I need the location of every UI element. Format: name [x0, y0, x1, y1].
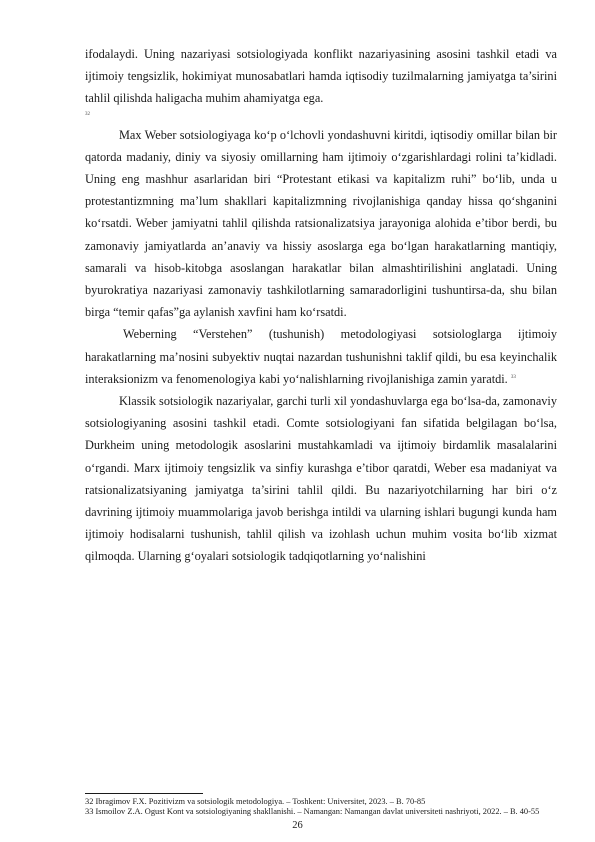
- paragraph-verstehen: [85, 323, 557, 390]
- footnote-reference-33: 33: [510, 374, 516, 380]
- footnote-reference-32: 32: [85, 111, 90, 117]
- paragraph-text: Max Weber sotsiologiyaga ko‘p o‘lchovli yondashuvni kiritdi, iqtisodiy omillar bilan bir qatorda madaniy, diniy va siyosiy omillarning ham ijtimoiy o‘zgarishlardagi rolini ta’kidladi. Uning eng mashhur asarlaridan biri “Protestant etikasi va kapitalizm ruhi” bo‘lib, unda u protestantizmning ma’lum shakllari kapitalizmning rivojlanishiga qanday hissa qo‘shganini ko‘rsatdi. Weber jamiyatni tahlil qilishda ratsionalizatsiya jarayoniga alohida e’tibor berdi, bu zamonaviy jamiyatlarda an’anaviy va hissiy asoslarga ega bo‘lgan harakatlarning mantiqiy, samarali va hisob-kitobga asoslangan harakatlar bilan almashtirilishini anglatadi. Uning byurokratiya nazariyasi zamonaviy tashkilotlarning samaradorligini tushuntirsa-da, shu bilan birga “temir qafas”ga aylanish xavfini ham ko‘rsatdi.: [85, 127, 557, 320]
- paragraph-weber: [85, 124, 557, 324]
- page-number: 26: [292, 820, 303, 831]
- footnote-33: 33 Ismoilov Z.A. Ogust Kont va sotsiologiyaning shakllanishi. – Namangan: Namangan davlat universiteti nashriyoti, 2022. – B. 40-55: [85, 807, 540, 817]
- paragraph-text: ifodalaydi. Uning nazariyasi sotsiologiyada konflikt nazariyasining asosini tashkil etadi va ijtimoiy tengsizlik, hokimiyat munosabatlari hamda iqtisodiy tuzilmalarning jamiyatga ta’sirini tahlil qilishda haligacha muhim ahamiyatga ega.: [85, 47, 557, 106]
- footnote-32: 32 Ibragimov F.X. Pozitivizm va sotsiologik metodologiya. – Toshkent: Universitet, 2023. – B. 70-85: [85, 797, 426, 806]
- footnotes: [85, 797, 557, 818]
- footnote-separator: [85, 793, 203, 794]
- paragraph-continuation: [85, 43, 557, 120]
- paragraph-classical-theories: [85, 390, 557, 568]
- body-text: [85, 43, 557, 568]
- paragraph-text: Klassik sotsiologik nazariyalar, garchi turli xil yondashuvlarga ega bo‘lsa-da, zamonaviy sotsiologiyaning asosini tashkil etadi. Comte sotsiologiyani fan sifatida belgilagan bo‘lsa, Durkheim uning metodologik asoslarini mustahkamladi va ijtimoiy birdamlik masalalarini o‘rgandi. Marx ijtimoiy tengsizlik va sinfiy kurashga e’tibor qaratdi, Weber esa madaniyat va ratsionalizatsiyaning jamiyatga ta’sirini tahlil qildi. Bu nazariyotchilarning har biri o‘z davrining ijtimoiy muammolariga javob berishga intildi va ularning ishlari bugungi kunda ham ijtimoiy hodisalarni tushunish, tahlil qilish va izohlash uchun muhim vosita bo‘lib xizmat qilmoqda. Ularning g‘oyalari sotsiologik tadqiqotlarning yo‘nalishini: [85, 394, 557, 564]
- paragraph-text: Weberning “Verstehen” (tushunish) metodologiyasi sotsiologlarga ijtimoiy harakatlarning ma’nosini subyektiv nuqtai nazardan tushunishni taklif qildi, bu esa keyinchalik interaksionizm va fenomenologiya kabi yo‘nalishlarning rivojlanishiga zamin yaratdi.: [85, 327, 557, 386]
